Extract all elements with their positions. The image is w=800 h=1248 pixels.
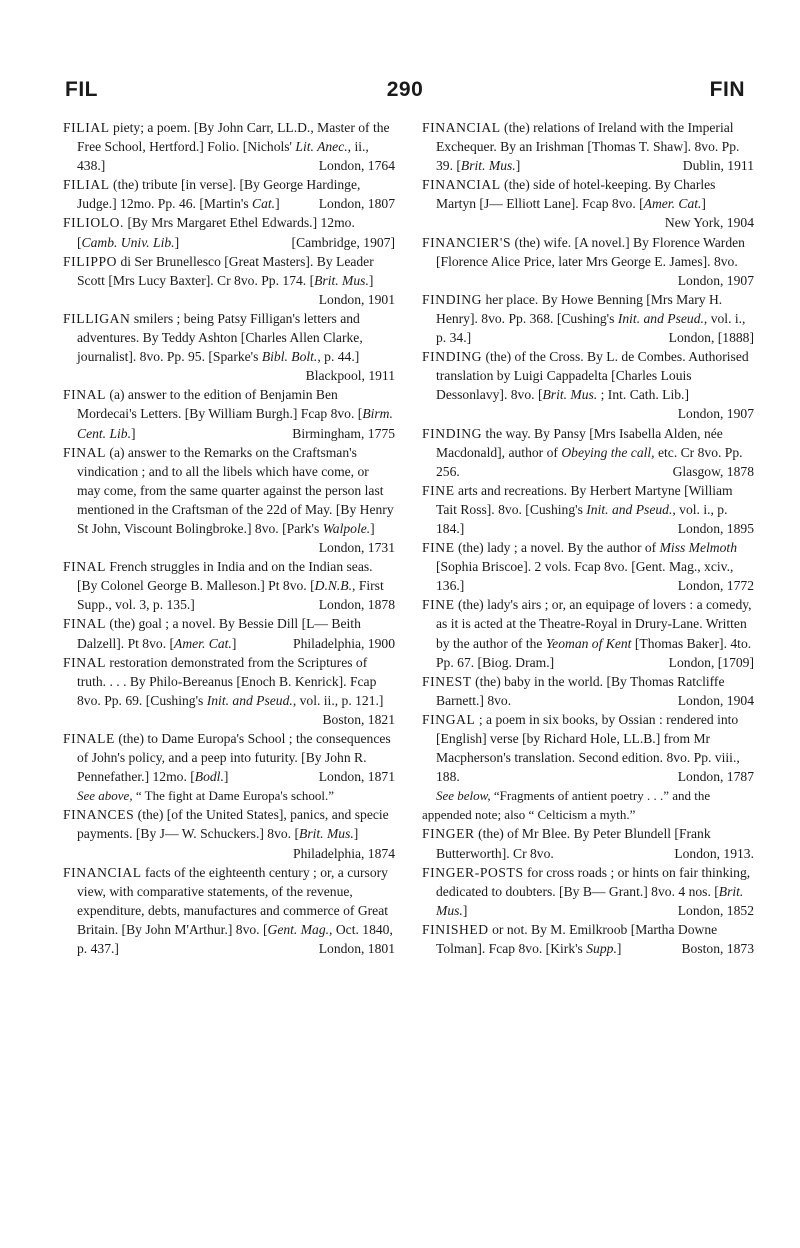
note-see-also: See below,: [436, 788, 491, 804]
entry-text: [By Mrs Margaret Ethel Edwards.] 12mo. [: [77, 215, 355, 250]
entry-text: (the) of Mr Blee. By Peter Blundell [Frank Butterworth]. Cr 8vo.: [436, 826, 711, 861]
bibliography-entry: [63, 385, 395, 442]
note-see-also: See above,: [77, 788, 133, 804]
bibliography-entry: [422, 538, 754, 595]
entry-text-tail: , ii., 438.]: [77, 139, 369, 174]
entry-source: Gent. Mag.: [267, 921, 330, 937]
bibliography-entry: [422, 710, 754, 786]
entry-imprint: London, 1907: [677, 272, 754, 288]
entry-text-tail: ; Int. Cath. Lib.]: [597, 387, 689, 403]
entry-source: Birm. Cent. Lib.: [77, 406, 393, 441]
entry-headword: FILIAL: [63, 177, 110, 193]
right-column: [422, 118, 754, 958]
entry-imprint: Dublin, 1911: [682, 158, 754, 174]
entry-headword: FINEST: [422, 673, 472, 689]
entry-source: Obeying the call,: [561, 444, 655, 460]
entry-source: Bibl. Bolt.: [261, 349, 318, 365]
entry-text: (the) lady ; a novel. By the author of: [454, 540, 660, 556]
entry-headword: FINAL: [63, 654, 107, 670]
entry-text: (the) to Dame Europa's School ; the consequences of John's policy, and a peep into futurity. [By John R. Pennefather.] 12mo. [: [77, 731, 391, 785]
entry-text-tail: ]: [353, 826, 359, 842]
note-text: “ The fight at Dame Europa's school.”: [132, 788, 334, 804]
bibliography-entry: [422, 424, 754, 481]
entry-source: Brit. Mus.: [460, 158, 516, 174]
entry-text: or not. By M. Emilkroob [Martha Downe Tolman]. Fcap 8vo. [Kirk's: [436, 921, 718, 957]
entry-headword: FILIAL: [63, 120, 110, 135]
bibliography-entry: [422, 347, 754, 423]
entry-imprint: London, 1907: [677, 406, 754, 422]
entry-source: Bodl.: [194, 769, 224, 785]
entry-text-tail: ]: [174, 234, 180, 250]
bibliography-entry: [422, 233, 754, 290]
entry-imprint: London, [1709]: [668, 654, 754, 670]
entry-headword: FINDING: [422, 291, 483, 307]
entry-headword: FINANCIAL: [422, 120, 501, 135]
entry-headword: FINE: [422, 482, 455, 498]
entry-source: Amer. Cat.: [643, 196, 702, 212]
entry-text-tail: ]: [515, 158, 521, 174]
entry-source: Brit. Mus.: [314, 272, 369, 288]
entry-text: di Ser Brunellesco [Great Masters]. By Leader Scott [Mrs Lucy Baxter]. Cr 8vo. Pp. 174. [: [77, 253, 374, 288]
bibliography-entry: [63, 443, 395, 558]
bibliography-entry: [63, 805, 395, 862]
bibliography-entry: [63, 252, 395, 309]
entry-headword: FINANCES: [63, 807, 135, 823]
entry-source: Supp.: [586, 941, 617, 957]
entry-text-tail: ]: [131, 425, 136, 441]
entry-source: Brit. Mus.: [436, 883, 744, 918]
bibliography-entry: [422, 118, 754, 175]
entry-text-tail: [Sophia Briscoe]. 2 vols. Fcap 8vo. [Gent. Mag., xciv., 136.]: [436, 559, 734, 594]
bibliography-entry: [63, 118, 395, 175]
entry-text: (a) answer to the Remarks on the Craftsman's vindication ; and to all the libels which have come, or may come, from the same quarter against the person last mentioned in the Craftsman of the 22d of May. [By Henry St John, Viscount Bolingbroke.] 8vo. [Park's: [77, 444, 394, 536]
cross-reference-note: [422, 786, 754, 824]
entry-headword: FILLIGAN: [63, 310, 131, 326]
entry-source: Brit. Mus.: [542, 387, 598, 403]
entry-imprint: London, [1888]: [668, 330, 754, 346]
entry-headword: FINALE: [63, 731, 115, 746]
entry-headword: FILIOLO.: [63, 215, 125, 231]
entry-imprint: London, 1852: [677, 902, 754, 918]
entry-text: French struggles in India and on the Indian seas. [By Colonel George B. Malleson.] Pt 8vo. [: [77, 559, 373, 594]
entry-source: Lit. Anec.: [295, 139, 348, 155]
entry-text: (the) side of hotel-keeping. By Charles Martyn [J— Elliott Lane]. Fcap 8vo. [: [436, 177, 716, 212]
entry-headword: FINDING: [422, 349, 483, 365]
bibliography-entry: [63, 729, 395, 786]
entry-imprint: Philadelphia, 1874: [293, 845, 395, 861]
header-left-catchword: FIL: [65, 78, 98, 101]
entry-text-tail: , p. 44.]: [317, 349, 360, 365]
entry-text: (the) of the Cross. By L. de Combes. Authorised translation by Luigi Cappadelta [Charles Louis Dessonlavy]. 8vo. [: [436, 349, 749, 403]
bibliography-entry: [422, 481, 754, 538]
entry-text: (the) wife. [A novel.] By Florence Warden [Florence Alice Price, later Mrs George E. James]. 8vo.: [436, 234, 745, 269]
left-column: [63, 118, 395, 958]
entry-headword: FILIPPO: [63, 253, 118, 269]
entry-text-tail: ]: [616, 941, 622, 957]
bibliography-entry: [63, 653, 395, 729]
entry-imprint: Glasgow, 1878: [672, 463, 754, 479]
entry-imprint: London, 1901: [318, 291, 395, 307]
entry-imprint: Blackpool, 1911: [305, 368, 395, 384]
entry-source: Init. and Pseud.: [206, 692, 293, 708]
bibliography-entry: [63, 309, 395, 385]
bibliography-entry: [422, 863, 754, 920]
header-right-catchword: FIN: [709, 78, 745, 101]
entry-headword: FINANCIAL: [63, 864, 142, 880]
entry-imprint: London, 1787: [677, 769, 754, 785]
entry-headword: FINGER-POSTS: [422, 864, 524, 880]
bibliography-entry: [63, 175, 395, 213]
entry-source: Yeoman of Kent: [545, 635, 632, 651]
entry-text: (the) baby in the world. [By Thomas Ratcliffe Barnett.] 8vo.: [436, 673, 725, 708]
entry-text: smilers ; being Patsy Filligan's letters and adventures. By Teddy Ashton [Charles Allen Clarke, journalist]. 8vo. Pp. 95. [Sparke's: [77, 310, 363, 365]
entry-text: restoration demonstrated from the Scriptures of truth. . . . By Philo-Bereanus [Enoch B. Kenrick]. Fcap 8vo. Pp. 69. [Cushing's: [77, 654, 377, 708]
entry-text-tail: ]: [231, 635, 237, 651]
entry-source: Miss Melmoth: [659, 540, 737, 556]
entry-source: Init. and Pseud.: [617, 310, 704, 326]
entry-imprint: London, 1764: [318, 158, 395, 174]
entry-headword: FINAL: [63, 616, 107, 632]
bibliography-entry: [422, 175, 754, 232]
entry-headword: FINISHED: [422, 921, 489, 937]
note-text: “Fragments of antient poetry . . .” and the appended note; also “ Celticism a myth.”: [422, 788, 711, 823]
entry-source: Cat.: [252, 196, 276, 212]
entry-text: for cross roads ; or hints on fair thinking, dedicated to doubters. [By B— Grant.] 8vo. 4 nos. [: [436, 864, 751, 899]
entry-text: piety; a poem. [By John Carr, LL.D., Master of the Free School, Hertford.] Folio. [Nichols': [77, 120, 390, 155]
entry-text: (the) lady's airs ; or, an equipage of lovers : a comedy, as it is acted at the Theatre-Royal in Drury-Lane. Written by the author of the: [436, 597, 752, 651]
entry-source: Camb. Univ. Lib.: [81, 234, 175, 250]
bibliography-entry: [63, 614, 395, 652]
bibliography-entry: [422, 290, 754, 347]
entry-source: D.N.B.: [314, 578, 353, 594]
entry-headword: FINAL: [63, 444, 107, 460]
entry-text-tail: ]: [368, 272, 374, 288]
entry-imprint: London, 1913.: [674, 845, 754, 861]
entry-headword: FINGER: [422, 826, 475, 842]
entry-imprint: London, 1878: [318, 597, 395, 613]
bibliography-entry: [63, 863, 395, 958]
entry-imprint: London, 1731: [318, 540, 395, 556]
entry-text-tail: [Thomas Baker]. 4to. Pp. 67. [Biog. Dram.]: [436, 635, 752, 670]
bibliography-entry: [422, 672, 754, 710]
page-number: 290: [386, 78, 424, 101]
entry-text-tail: ]: [462, 902, 468, 918]
entry-imprint: London, 1801: [318, 941, 395, 957]
entry-text-tail: ]: [701, 196, 706, 212]
entry-source: Init. and Pseud.: [586, 501, 673, 517]
cross-reference-note: [63, 786, 395, 805]
entry-headword: FINANCIER'S: [422, 234, 512, 250]
entry-text: (the) goal ; a novel. By Bessie Dill [L— Beith Dalzell]. Pt 8vo. [: [77, 616, 361, 651]
entry-imprint: [Cambridge, 1907]: [291, 234, 395, 250]
entry-headword: FINAL: [63, 559, 107, 575]
entry-text: ; a poem in six books, by Ossian : rendered into [English] verse [by Richard Hole, LL.B.] from Mr Macpherson's translation. Second edition. 8vo. Pp. viii., 188.: [436, 711, 740, 785]
entry-source: Amer. Cat.: [174, 635, 232, 651]
entry-imprint: London, 1807: [318, 196, 395, 212]
entry-text-tail: , First Supp., vol. 3, p. 135.]: [77, 578, 384, 613]
entry-text-tail: , vol. i., p. 184.]: [436, 501, 728, 536]
entry-text: (the) tribute [in verse]. [By George Hardinge, Judge.] 12mo. Pp. 46. [Martin's: [77, 177, 361, 212]
entry-imprint: Birmingham, 1775: [292, 425, 395, 441]
entry-text: her place. By Howe Benning [Mrs Mary H. Henry]. 8vo. Pp. 368. [Cushing's: [436, 291, 723, 326]
entry-imprint: London, 1772: [677, 578, 754, 594]
bibliography-entry: [422, 920, 754, 958]
entry-imprint: New York, 1904: [664, 215, 754, 231]
entry-headword: FINANCIAL: [422, 177, 501, 193]
entry-text-tail: , vol. i., p. 34.]: [436, 310, 746, 346]
entry-text-tail: ]: [370, 520, 375, 536]
entry-source: Walpole.: [322, 520, 371, 536]
entry-text-tail: , Oct. 1840, p. 437.]: [77, 921, 393, 957]
entry-headword: FINAL: [63, 387, 107, 403]
entry-imprint: London, 1895: [677, 520, 754, 536]
entry-headword: FINGAL: [422, 711, 476, 727]
entry-text: (the) relations of Ireland with the Imperial Exchequer. By an Irishman [Thomas T. Shaw]. 8vo. Pp. 39. [: [436, 120, 740, 174]
entry-text: arts and recreations. By Herbert Martyne [William Tait Ross]. 8vo. [Cushing's: [436, 482, 733, 517]
entry-text: the way. By Pansy [Mrs Isabella Alden, née Macdonald], author of: [436, 425, 723, 460]
entry-text-tail: ]: [223, 769, 229, 785]
entry-text-tail: ]: [275, 196, 280, 212]
bibliography-entry: [63, 213, 395, 251]
entry-headword: FINE: [422, 540, 455, 556]
bibliography-entry: [422, 595, 754, 671]
page-header: [65, 78, 745, 108]
entry-headword: FINE: [422, 597, 455, 613]
entry-source: Brit. Mus.: [299, 826, 354, 842]
entry-text: facts of the eighteenth century ; or, a cursory view, with comparative statements, of the revenue, expenditure, debts, manufactures and commerce of Great Britain. [By John M'Arthur.] 8vo. [: [77, 864, 389, 937]
entry-text: (a) answer to the edition of Benjamin Ben Mordecai's Letters. [By William Burgh.] Fcap 8vo. [: [77, 387, 363, 422]
entry-imprint: Philadelphia, 1900: [293, 635, 395, 651]
bibliography-entry: [63, 557, 395, 614]
entry-imprint: Boston, 1873: [681, 941, 754, 957]
entry-headword: FINDING: [422, 425, 483, 441]
entry-text-tail: etc. Cr 8vo. Pp. 256.: [436, 444, 743, 479]
entry-text-tail: , vol. ii., p. 121.]: [292, 692, 384, 708]
entry-text: (the) [of the United States], panics, and specie payments. [By J— W. Schuckers.] 8vo. [: [77, 807, 389, 842]
entry-imprint: London, 1871: [318, 769, 395, 785]
bibliography-entry: [422, 824, 754, 862]
entry-imprint: London, 1904: [677, 692, 754, 708]
entry-imprint: Boston, 1821: [322, 711, 395, 727]
